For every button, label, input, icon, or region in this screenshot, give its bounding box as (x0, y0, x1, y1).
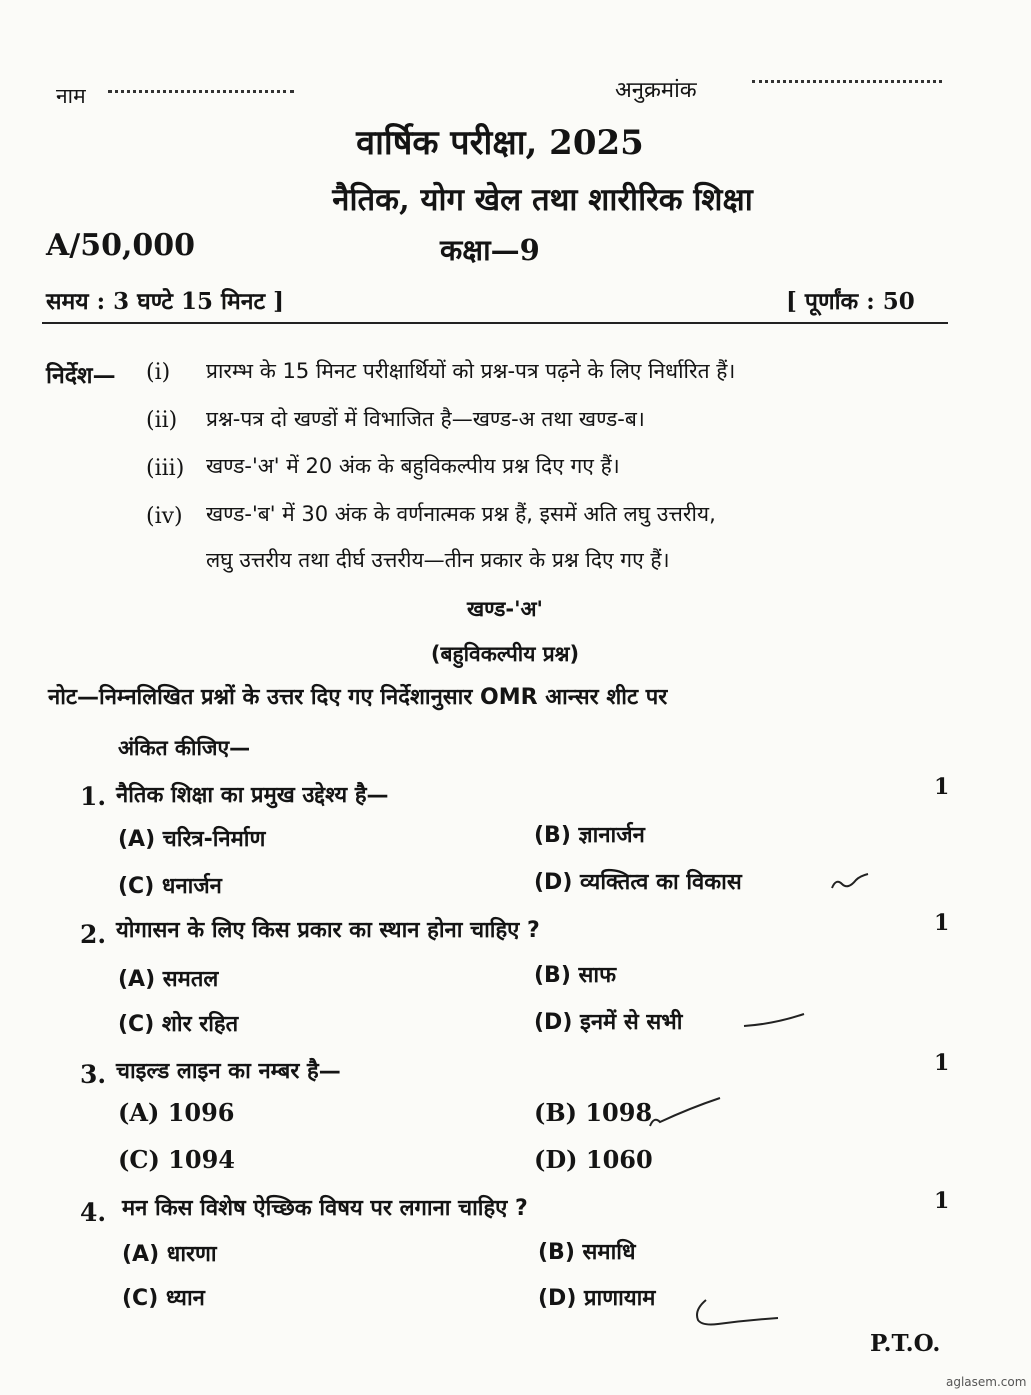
watermark: aglasem.com (946, 1375, 1027, 1389)
note-line: अंकित कीजिए— (118, 736, 251, 760)
question-number: 4. (80, 1198, 107, 1227)
option-a: (A) चरित्र-निर्माण (118, 827, 266, 852)
instruction-number: (iii) (146, 456, 185, 481)
option-c: (C) ध्यान (122, 1286, 205, 1311)
pto-label: P.T.O. (870, 1330, 941, 1357)
instruction-text: खण्ड-'ब' में 30 अंक के वर्णनात्मक प्रश्न हैं, इसमें अति लघु उत्तरीय, (206, 502, 716, 526)
option-c: (C) धनार्जन (118, 874, 222, 899)
option-b: (B) ज्ञानार्जन (534, 823, 645, 848)
instruction-text: खण्ड-'अ' में 20 अंक के बहुविकल्पीय प्रश्न दिए गए हैं। (206, 454, 620, 478)
pen-tick-mark (832, 874, 868, 888)
question-number: 1. (80, 782, 107, 811)
question-marks: 1 (934, 774, 950, 800)
question-marks: 1 (934, 910, 950, 936)
option-a: (A) समतल (118, 967, 219, 992)
instruction-number: (i) (146, 360, 171, 385)
roll-number-label: अनुक्रमांक (615, 78, 697, 103)
instruction-text: प्रारम्भ के 15 मिनट परीक्षार्थियों को प्रश्न-पत्र पढ़ने के लिए निर्धारित हैं। (206, 359, 736, 383)
option-b: (B) समाधि (538, 1240, 636, 1265)
subject-title: नैतिक, योग खेल तथा शारीरिक शिक्षा (332, 182, 753, 218)
option-b: (B) 1098 (534, 1098, 653, 1127)
question-marks: 1 (934, 1050, 950, 1076)
option-a: (A) 1096 (118, 1098, 235, 1127)
question-text: मन किस विशेष ऐच्छिक विषय पर लगाना चाहिए ? (122, 1196, 528, 1221)
instruction-text-continued: लघु उत्तरीय तथा दीर्घ उत्तरीय—तीन प्रकार के प्रश्न दिए गए हैं। (206, 548, 670, 572)
name-label: नाम (56, 84, 86, 108)
option-c: (C) शोर रहित (118, 1012, 239, 1037)
question-text: योगासन के लिए किस प्रकार का स्थान होना चाहिए ? (116, 918, 540, 943)
question-number: 2. (80, 920, 107, 949)
option-d: (D) व्यक्तित्व का विकास (534, 870, 742, 895)
class-label: कक्षा—9 (440, 233, 540, 267)
question-number: 3. (80, 1060, 107, 1089)
note-line: नोट—निम्नलिखित प्रश्नों के उत्तर दिए गए निर्देशानुसार OMR आन्सर शीट पर (48, 685, 668, 710)
option-c: (C) 1094 (118, 1145, 235, 1174)
time-label: समय : 3 घण्टे 15 मिनट ] (46, 288, 284, 315)
question-text: चाइल्ड लाइन का नम्बर है— (116, 1059, 341, 1084)
exam-title: वार्षिक परीक्षा, 2025 (356, 123, 644, 163)
option-d: (D) इनमें से सभी (534, 1010, 683, 1035)
instructions-heading: निर्देश— (46, 362, 116, 389)
option-d: (D) प्राणायाम (538, 1286, 656, 1311)
option-a: (A) धारणा (122, 1242, 217, 1267)
section-title: खण्ड-'अ' (466, 597, 543, 621)
option-b: (B) साफ (534, 963, 617, 988)
question-marks: 1 (934, 1188, 950, 1214)
instruction-text: प्रश्न-पत्र दो खण्डों में विभाजित है—खण्ड-अ तथा खण्ड-ब। (206, 407, 645, 431)
pen-tick-mark (697, 1300, 778, 1325)
pen-tick-mark (650, 1098, 720, 1126)
section-subtitle: (बहुविकल्पीय प्रश्न) (430, 642, 580, 666)
instruction-number: (ii) (146, 408, 178, 433)
instruction-number: (iv) (146, 504, 183, 529)
question-text: नैतिक शिक्षा का प्रमुख उद्देश्य है— (116, 783, 389, 808)
pen-tick-mark (744, 1014, 804, 1026)
paper-code: A/50,000 (46, 228, 196, 263)
max-marks-label: [ पूर्णांक : 50 (786, 288, 915, 315)
option-d: (D) 1060 (534, 1145, 653, 1174)
